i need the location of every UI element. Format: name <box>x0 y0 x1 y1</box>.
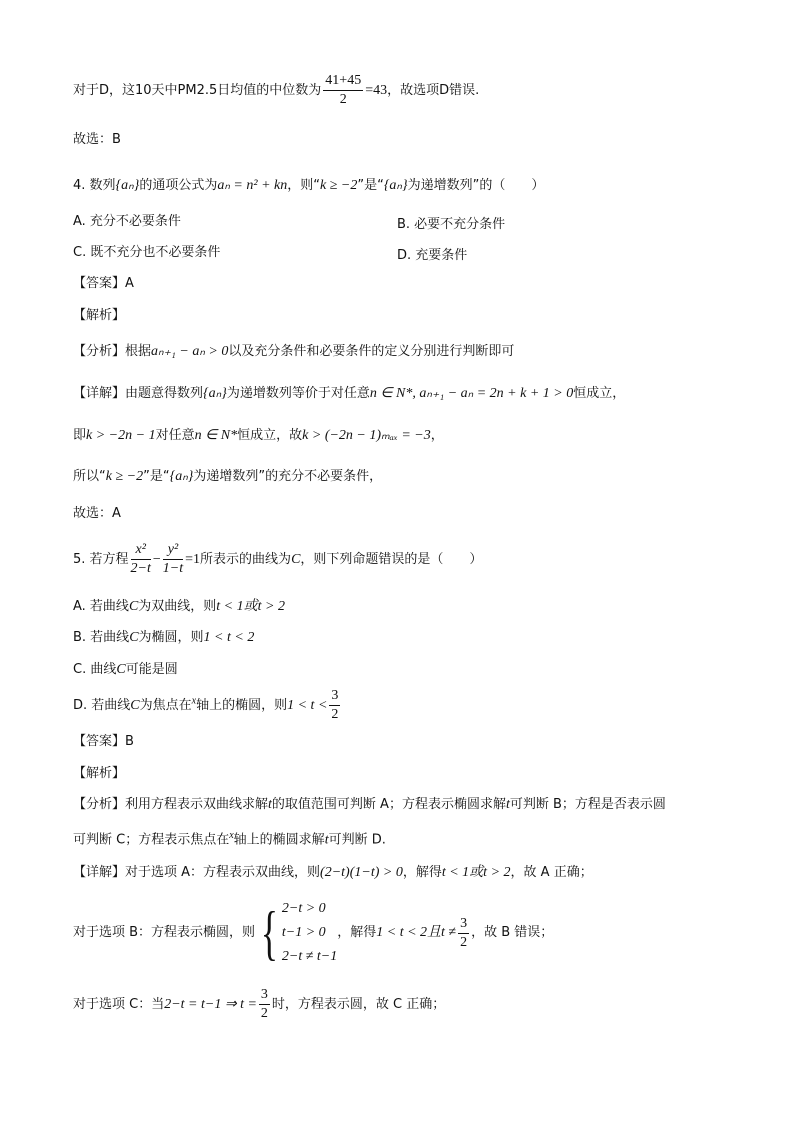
math: aₙ = n² + kn <box>217 178 288 193</box>
text: 对任意 <box>155 428 195 443</box>
text: ”是“ <box>143 469 170 484</box>
math: C <box>129 630 139 645</box>
tag: 【详解】 <box>73 386 126 401</box>
text: ， <box>430 428 444 443</box>
math: k ≥ −2 <box>105 469 144 484</box>
frac-num: 3 <box>259 986 270 1005</box>
fraction <box>458 915 469 952</box>
fraction <box>323 72 363 109</box>
option-b: B. 必要不充分条件 <box>397 217 506 232</box>
frac-num: 3 <box>329 687 340 706</box>
math: t <box>268 797 272 812</box>
text: 可能是圆 <box>125 662 178 677</box>
analysis-label: 【解析】 <box>73 308 126 323</box>
case-2: t−1 > 0 <box>281 925 326 940</box>
text: A. 若曲线 <box>73 599 129 614</box>
text: ，故 A 正确； <box>510 865 593 880</box>
text: D. 若曲线 <box>73 698 131 713</box>
math: k > −2n − 1 <box>86 428 156 443</box>
math: , aₙ₊₁ − aₙ = 2n + k + 1 > 0 <box>412 386 574 401</box>
text: 为焦点在 <box>139 698 192 713</box>
math: aₙ₊₁ − aₙ > 0 <box>151 344 229 359</box>
frac-num: 3 <box>458 915 469 934</box>
xiangjie-line <box>73 385 625 403</box>
q4-choice: 故选：A <box>73 506 121 521</box>
analysis-label: 【解析】 <box>73 766 126 781</box>
text: ，解得 <box>402 865 442 880</box>
text: 以及充分条件和必要条件的定义分别进行判断即可 <box>228 344 515 359</box>
text: 恒成立， <box>573 386 626 401</box>
text: 所以“ <box>73 469 106 484</box>
frac-den: 2 <box>260 1006 268 1021</box>
text: 为递增数列”的充分不必要条件， <box>193 469 383 484</box>
text: 为双曲线，则 <box>138 599 217 614</box>
text: 由题意得数列 <box>125 386 204 401</box>
math: {aₙ} <box>383 178 408 193</box>
math: − <box>152 552 161 567</box>
math: n ∈ N* <box>194 428 238 443</box>
q5-option-d <box>73 687 342 724</box>
text: 对于选项 C：当 <box>73 997 165 1012</box>
fraction <box>259 986 270 1023</box>
q4-line-2 <box>73 427 444 445</box>
option-a: A. 充分不必要条件 <box>73 214 181 229</box>
text: 利用方程表示双曲线求解 <box>125 797 269 812</box>
frac-num: 41+45 <box>323 72 363 91</box>
text: 轴上的椭圆求解 <box>233 832 325 848</box>
text: 为椭圆，则 <box>138 630 204 645</box>
text: 5. 若方程 <box>73 552 129 567</box>
case-1: 2−t > 0 <box>281 901 326 916</box>
math: t < 1或t > 2 <box>441 865 511 880</box>
text: 即 <box>73 428 87 443</box>
frac-den: 2 <box>339 92 347 107</box>
text: ，解得 <box>337 925 377 940</box>
text: 为递增数列等价于对任意 <box>226 386 370 401</box>
math: 1 < t < 2且t ≠ <box>376 925 457 940</box>
fraction <box>329 687 340 724</box>
math: (2−t)(1−t) > 0 <box>320 865 403 880</box>
fenxi-line <box>73 343 514 361</box>
text: 可判断 D. <box>328 832 386 848</box>
q5-xiangjie-b <box>73 897 553 969</box>
math: {aₙ} <box>203 386 227 401</box>
math: t <box>505 797 510 812</box>
text: 轴上的椭圆，则 <box>196 698 288 713</box>
math: 2−t = t−1 ⇒ t = <box>164 997 257 1012</box>
text: B. 若曲线 <box>73 630 130 645</box>
math: C <box>291 552 301 567</box>
case-3: 2−t ≠ t−1 <box>281 949 338 964</box>
frac-den: 2 <box>460 934 468 950</box>
question-5 <box>73 541 482 578</box>
text: C. 曲线 <box>73 662 117 677</box>
q5-fenxi-line-2 <box>73 827 386 849</box>
frac-num: x² <box>131 541 151 560</box>
q5-fenxi-line-1 <box>73 796 666 814</box>
question-4 <box>73 177 544 195</box>
option-d: D. 充要条件 <box>397 248 468 263</box>
answer-label: 【答案】A <box>73 276 134 291</box>
text: ，故 B 错误； <box>471 925 554 940</box>
frac-den: 1−t <box>162 561 184 576</box>
text: 根据 <box>125 344 152 359</box>
text: 对于选项 B：方程表示椭圆，则 <box>73 925 256 940</box>
q5-option-b <box>73 629 254 647</box>
text: ，则“ <box>287 178 320 193</box>
text: 时，方程表示圆，故 C 正确； <box>271 997 446 1012</box>
q5-option-c <box>73 661 178 679</box>
math: k ≥ −2 <box>319 178 358 193</box>
text: 可判断 B；方程是否表示圆 <box>509 797 666 812</box>
fraction <box>163 541 183 578</box>
math: n ∈ N* <box>369 386 413 401</box>
option-c: C. 既不充分也不必要条件 <box>73 245 221 260</box>
text: 的取值范围可判断 A；方程表示椭圆求解 <box>271 797 506 812</box>
math: x <box>191 695 197 707</box>
math: k > (−2n − 1)ₘₐₓ = −3 <box>302 428 431 443</box>
q5-xiangjie-a <box>73 864 593 882</box>
math: 1 < t < 2 <box>203 630 255 645</box>
math: 1 < t < <box>287 698 328 713</box>
frac-den: 2−t <box>130 561 151 576</box>
equals: =43 <box>365 83 388 98</box>
text: ，则下列命题错误的是（ ） <box>300 552 483 567</box>
text: 所表示的曲线为 <box>200 552 292 567</box>
text: 可判断 C；方程表示焦点在 <box>73 832 230 848</box>
text: 为递增数列”的（ ） <box>407 178 545 193</box>
text: 对于选项 A：方程表示双曲线，则 <box>125 865 321 880</box>
tag: 【详解】 <box>73 865 126 880</box>
text: 恒成立，故 <box>237 428 303 443</box>
math: C <box>116 662 126 677</box>
answer-label: 【答案】B <box>73 734 134 749</box>
text: 对于D，这10天中PM2.5日均值的中位数为 <box>73 83 322 98</box>
fraction <box>131 541 151 578</box>
math: t <box>324 832 329 848</box>
frac-den: 2 <box>331 707 339 722</box>
math: {aₙ} <box>115 178 140 193</box>
left-brace-icon: { <box>260 900 279 966</box>
math: =1 <box>185 552 201 567</box>
choice-line: 故选：B <box>73 132 121 147</box>
tag: 【分析】 <box>73 344 126 359</box>
tag: 【分析】 <box>73 797 126 812</box>
math: x <box>229 830 234 841</box>
text: ，故选项D错误. <box>387 83 480 98</box>
math: {aₙ} <box>169 469 194 484</box>
text: 4. 数列 <box>73 178 116 193</box>
q5-option-a <box>73 598 285 616</box>
text: ”是“ <box>357 178 384 193</box>
q5-xiangjie-c <box>73 986 445 1023</box>
line-median <box>73 72 479 109</box>
math: C <box>128 599 139 614</box>
math: t < 1或t > 2 <box>216 599 285 614</box>
q4-line-3 <box>73 468 382 486</box>
math: C <box>130 698 140 713</box>
text: 的通项公式为 <box>139 178 218 193</box>
frac-num: y² <box>163 541 183 560</box>
case-system <box>282 897 337 969</box>
